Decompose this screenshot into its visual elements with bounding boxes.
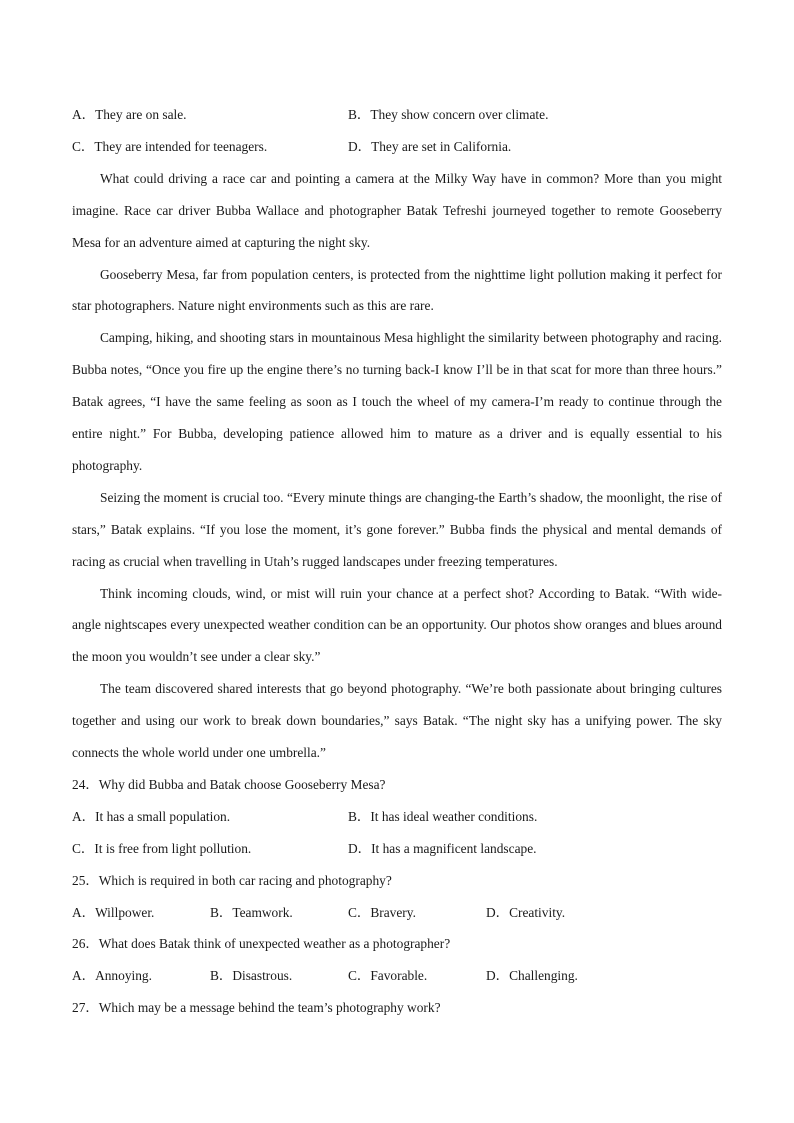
question-24-options-row-1	[72, 801, 722, 833]
q25-option-b[interactable]: B．Teamwork.	[210, 904, 293, 920]
prev-option-a: A．They are on sale.	[72, 107, 187, 122]
prev-option-b: B．They show concern over climate.	[348, 107, 549, 122]
q25-option-a[interactable]: A．Willpower.	[72, 904, 155, 920]
q24-option-a[interactable]: A．It has a small population.	[72, 808, 231, 824]
question-25-stem: 25．Which is required in both car racing and photography?	[72, 872, 392, 888]
reading-passage	[72, 163, 722, 769]
passage-paragraph: Think incoming clouds, wind, or mist will ruin your chance at a perfect shot? According to Batak. “With wide-angle nightscapes every unexpected weather condition can be an opportunity. Our photos show oranges and blues around the moon you wouldn’t see under a clear sky.”	[72, 585, 722, 665]
q26-option-d[interactable]: D．Challenging.	[486, 968, 578, 984]
q24-option-d[interactable]: D．It has a magnificent landscape.	[348, 840, 537, 856]
q26-option-a[interactable]: A．Annoying.	[72, 968, 152, 984]
question-26-stem: 26．What does Batak think of unexpected weather as a photographer?	[72, 936, 451, 952]
passage-paragraph: Gooseberry Mesa, far from population centers, is protected from the nighttime light pollution making it perfect for star photographers. Nature night environments such as this are rare.	[72, 266, 722, 314]
q26-option-c[interactable]: C．Favorable.	[348, 968, 428, 984]
passage-paragraph: The team discovered shared interests that go beyond photography. “We’re both passionate about bringing cultures together and using our work to break down boundaries,” says Batak. “The night sky has a unifying power. The sky connects the whole world under one umbrella.”	[72, 681, 722, 761]
question-24-options-row-2	[72, 833, 722, 865]
prev-question-options-row-1	[72, 99, 722, 131]
question-25-options	[72, 897, 722, 929]
passage-paragraph: Seizing the moment is crucial too. “Every minute things are changing-the Earth’s shadow, the moonlight, the rise of stars,” Batak explains. “If you lose the moment, it’s gone forever.” Bubba finds the physical and mental demands of racing as crucial when travelling in Utah’s rugged landscapes under freezing temperatures.	[72, 489, 722, 569]
passage-paragraph: Camping, hiking, and shooting stars in mountainous Mesa highlight the similarity between photography and racing. Bubba notes, “Once you fire up the engine there’s no turning back-I know I’ll be in that scat for more than three hours.” Batak agrees, “I have the same feeling as soon as I touch the wheel of my camera-I’m ready to continue through the entire night.” For Bubba, developing patience allowed him to mature as a driver and is equally essential to his photography.	[72, 330, 722, 473]
q24-option-b[interactable]: B．It has ideal weather conditions.	[348, 808, 538, 824]
page-content	[72, 99, 722, 1024]
q26-option-b[interactable]: B．Disastrous.	[210, 968, 293, 984]
question-24-stem: 24．Why did Bubba and Batak choose Gooseberry Mesa?	[72, 777, 386, 792]
prev-question-options-row-2	[72, 131, 722, 163]
question-26-options	[72, 960, 722, 992]
q25-option-c[interactable]: C．Bravery.	[348, 904, 416, 920]
passage-paragraph: What could driving a race car and pointing a camera at the Milky Way have in common? More than you might imagine. Race car driver Bubba Wallace and photographer Batak Tefreshi journeyed together to remote Gooseberry Mesa for an adventure aimed at capturing the night sky.	[72, 170, 722, 250]
q24-option-c[interactable]: C．It is free from light pollution.	[72, 840, 252, 856]
prev-option-d: D．They are set in California.	[348, 138, 512, 154]
prev-option-c: C．They are intended for teenagers.	[72, 138, 268, 154]
q25-option-d[interactable]: D．Creativity.	[486, 904, 566, 920]
question-27-stem: 27．Which may be a message behind the team’s photography work?	[72, 1000, 441, 1016]
